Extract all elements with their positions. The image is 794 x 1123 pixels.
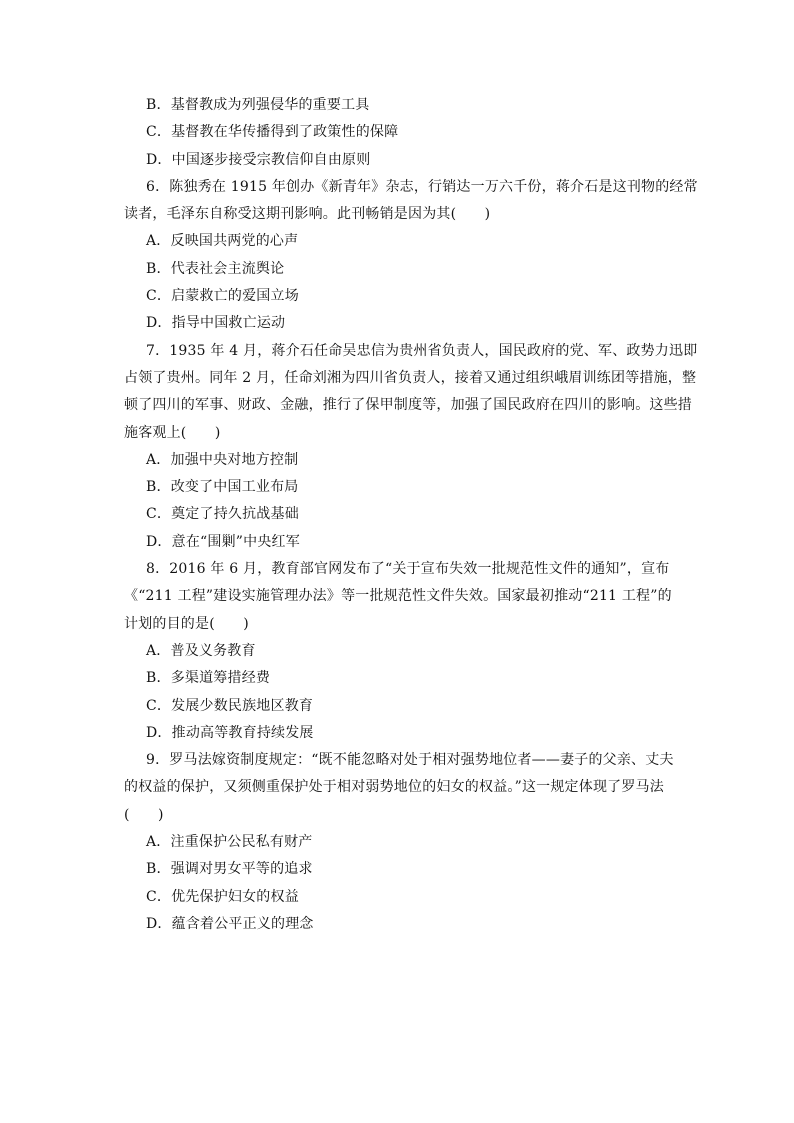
option-7d: D．意在“围剿”中央红军 bbox=[146, 533, 300, 550]
exam-content bbox=[124, 92, 698, 938]
question-6-stem-line-1: 6．陈独秀在 1915 年创办《新青年》杂志，行销达一万六千份，蒋介石是这刊物的经常 bbox=[146, 178, 698, 195]
option-6a: A．反映国共两党的心声 bbox=[146, 233, 299, 250]
option-7a: A．加强中央对地方控制 bbox=[146, 451, 299, 468]
question-6-stem-line-2: 读者，毛泽东自称受这期刊影响。此刊畅销是因为其( ) bbox=[124, 206, 491, 223]
question-8-stem-line-2: 《“211 工程”建设实施管理办法》等一批规范性文件失效。国家最初推动“211 工程”的 bbox=[124, 588, 672, 605]
option-5c: C．基督教在华传播得到了政策性的保障 bbox=[146, 124, 399, 141]
question-9 bbox=[124, 747, 674, 938]
question-9-stem-line-1: 9．罗马法嫁资制度规定：“既不能忽略对处于相对强势地位者——妻子的父亲、丈夫 bbox=[146, 752, 674, 769]
option-9b: B．强调对男女平等的追求 bbox=[146, 861, 313, 878]
question-7-stem-line-2: 占领了贵州。同年 2 月，任命刘湘为四川省负责人，接着又通过组织峨眉训练团等措施，整 bbox=[124, 369, 697, 386]
question-7-stem-line-1: 7．1935 年 4 月，蒋介石任命吴忠信为贵州省负责人，国民政府的党、军、政势力迅即 bbox=[146, 342, 698, 359]
option-5b: B．基督教成为列强侵华的重要工具 bbox=[146, 97, 370, 113]
option-6b: B．代表社会主流舆论 bbox=[146, 260, 285, 277]
question-9-stem-line-3: ( ) bbox=[124, 806, 164, 823]
option-8a: A．普及义务教育 bbox=[146, 642, 256, 659]
question-5-options bbox=[124, 92, 674, 174]
option-9a: A．注重保护公民私有财产 bbox=[146, 834, 313, 851]
option-5d: D．中国逐步接受宗教信仰自由原则 bbox=[146, 151, 371, 168]
question-9-stem-line-2: 的权益的保护，又须侧重保护处于相对弱势地位的妇女的权益。”这一规定体现了罗马法 bbox=[124, 779, 664, 796]
question-6 bbox=[124, 174, 698, 338]
question-8-stem-line-1: 8．2016 年 6 月，教育部官网发布了“关于宣布失效一批规范性文件的通知”，宣布 bbox=[146, 561, 670, 578]
option-8b: B．多渠道筹措经费 bbox=[146, 670, 271, 687]
question-7-stem-line-4: 施客观上( ) bbox=[124, 424, 221, 441]
question-8-stem-line-3: 计划的目的是( ) bbox=[124, 615, 249, 632]
option-6c: C．启蒙救亡的爱国立场 bbox=[146, 288, 299, 305]
question-7 bbox=[124, 338, 698, 556]
option-7c: C．奠定了持久抗战基础 bbox=[146, 506, 299, 523]
option-8d: D．推动高等教育持续发展 bbox=[146, 724, 314, 741]
option-7b: B．改变了中国工业布局 bbox=[146, 479, 299, 496]
option-6d: D．指导中国救亡运动 bbox=[146, 315, 286, 332]
option-9d: D．蕴含着公平正义的理念 bbox=[146, 915, 314, 932]
question-8 bbox=[124, 556, 674, 747]
option-8c: C．发展少数民族地区教育 bbox=[146, 697, 314, 714]
question-7-stem-line-3: 顿了四川的军事、财政、金融，推行了保甲制度等，加强了国民政府在四川的影响。这些措 bbox=[124, 397, 692, 414]
option-9c: C．优先保护妇女的权益 bbox=[146, 888, 299, 905]
